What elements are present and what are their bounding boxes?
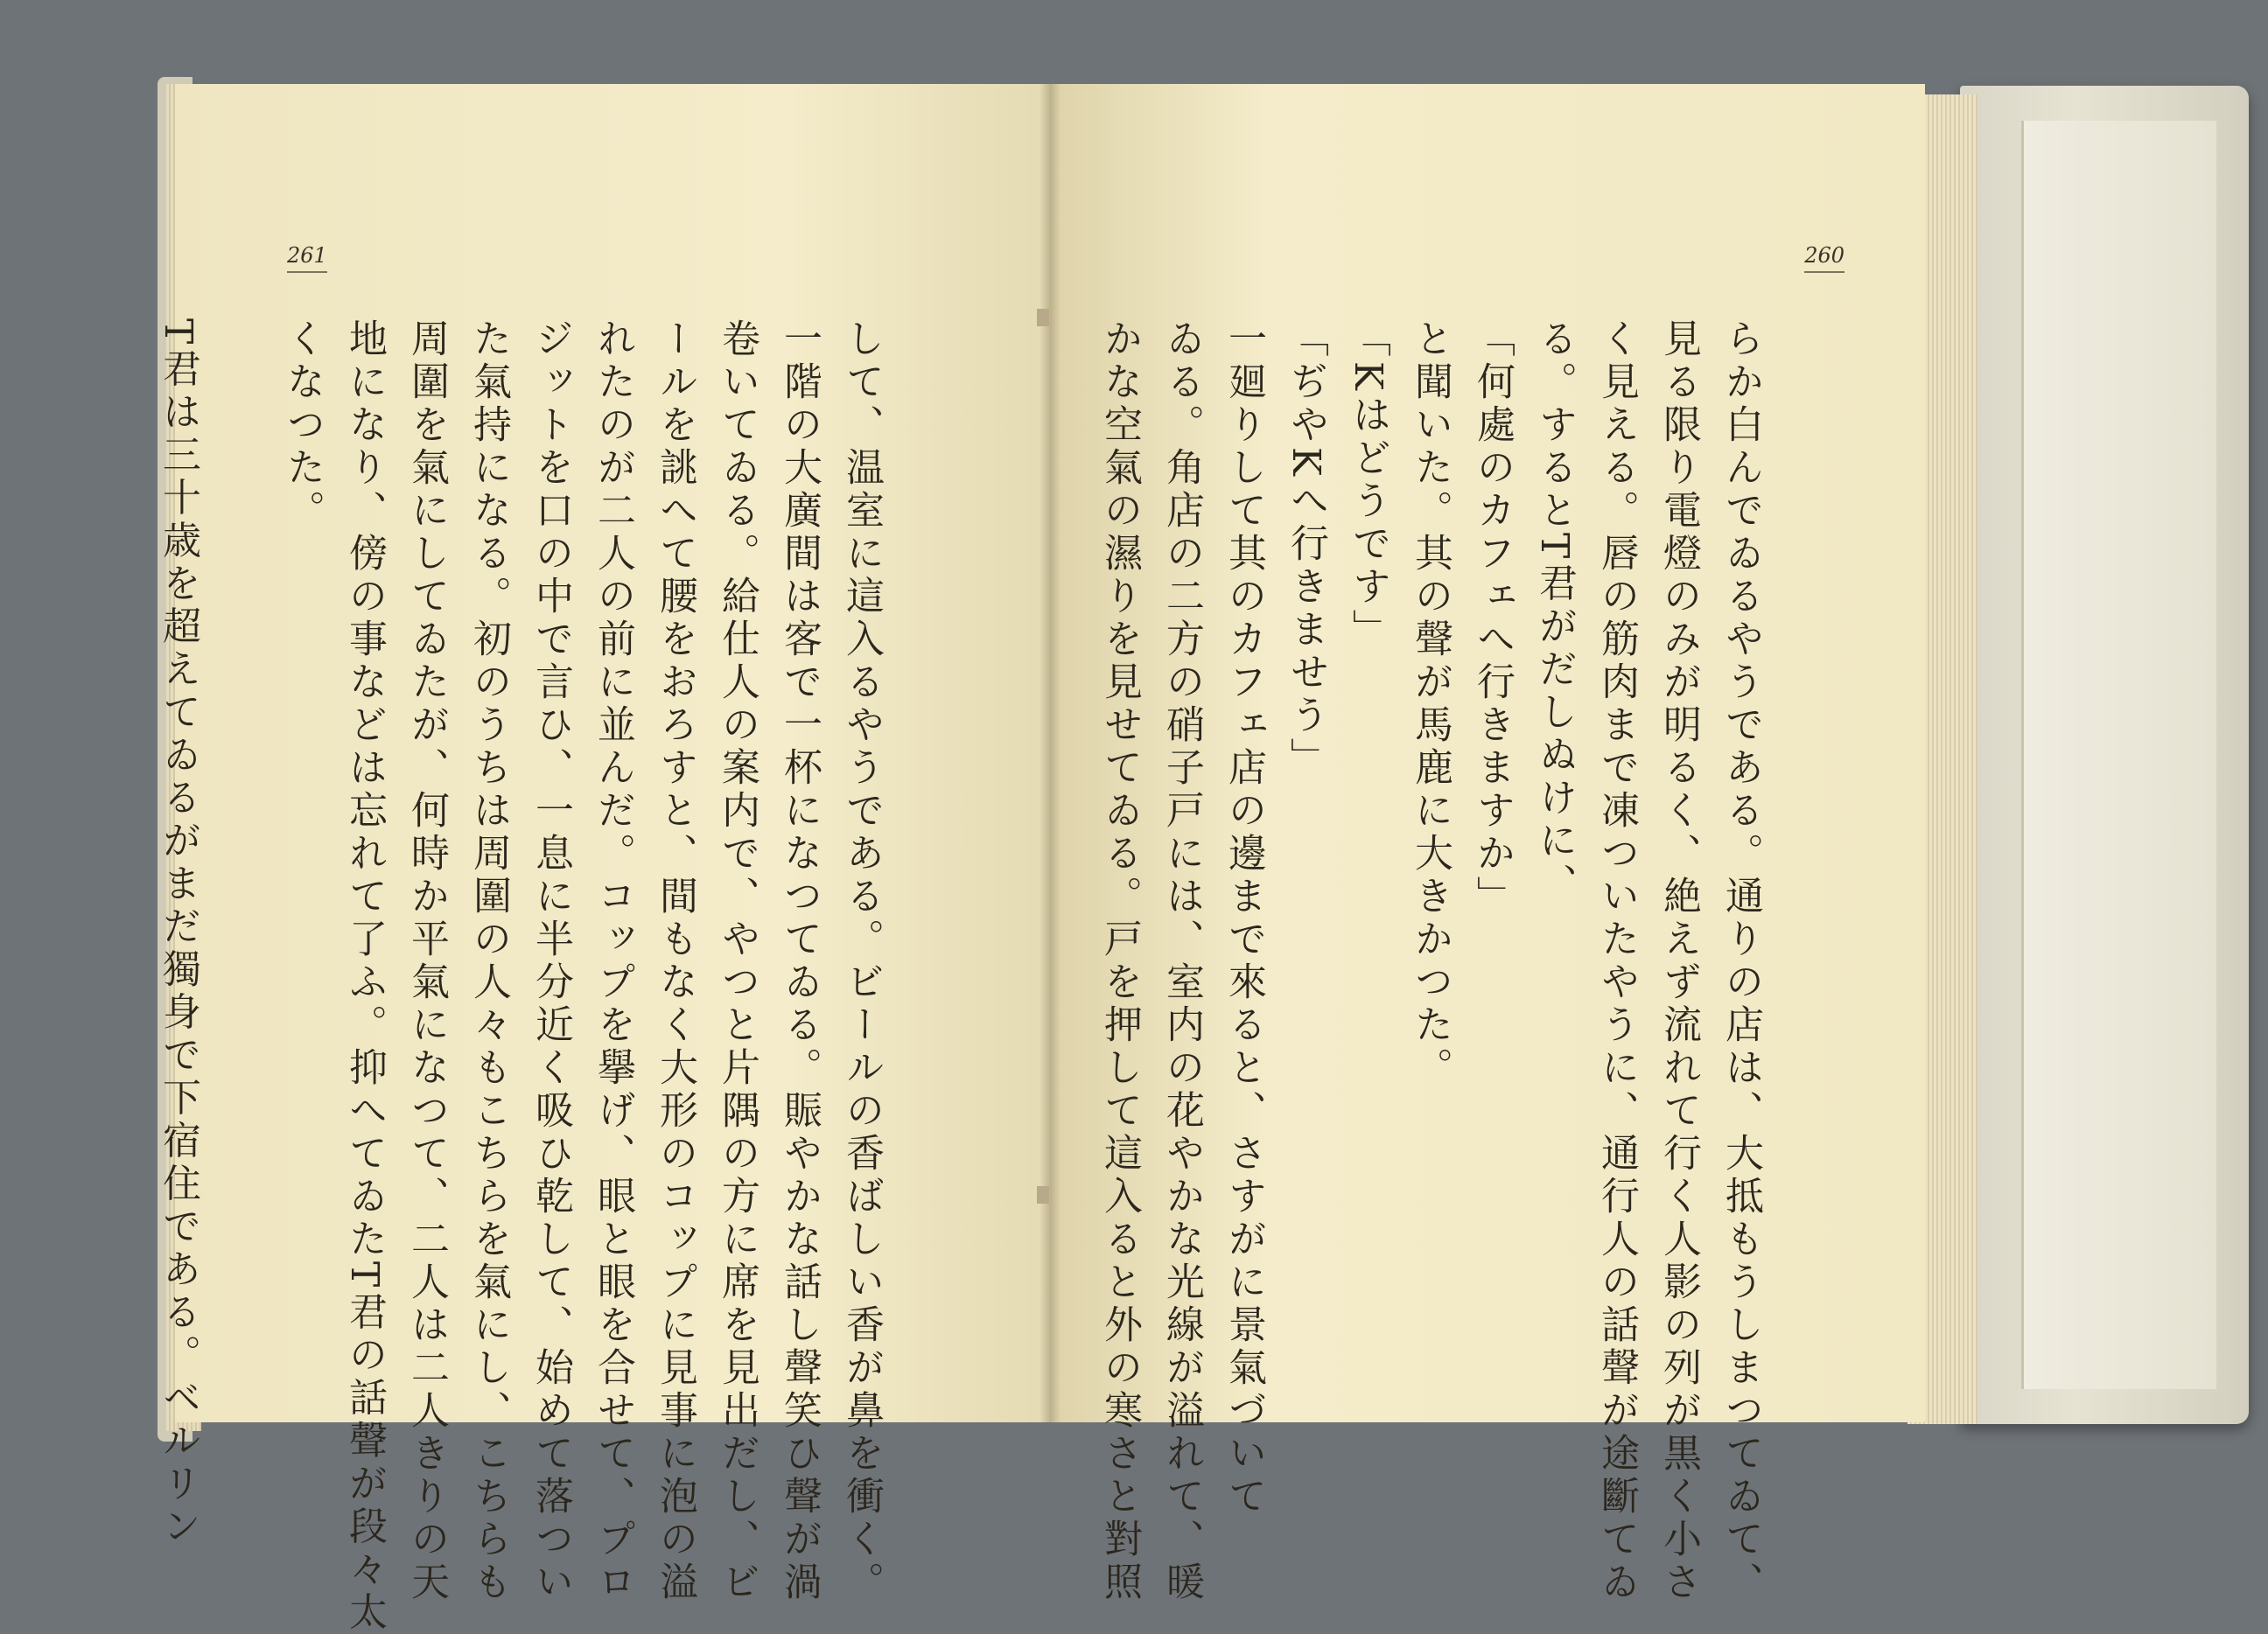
text-line: 一廻りして其のカフェ店の邊まで來ると、さすがに景氣づいて [1222,318,1266,1519]
left-page-number: 261 [287,243,327,273]
text-line: と聞いた。其の聲が馬鹿に大きかつた。 [1408,318,1452,1090]
text-line: 地になり、傍の事などは忘れて了ふ。抑へてゐたT君の話聲が段々太 [342,318,387,1634]
open-book [156,77,2091,1634]
text-line: く見える。唇の筋肉まで凍ついたやうに、通行人の話聲が途斷てゐ [1594,318,1639,1604]
binding-thread [1037,1186,1049,1204]
text-line: T君は三十歳を超えてゐるがまだ獨身で下宿住である。ベルリン [156,318,200,1549]
text-line: 卷いてゐる。給仕人の案内で、やつと片隅の方に席を見出だし、ビ [715,318,760,1604]
binding-thread [1037,309,1049,326]
right-page-text [1097,318,1772,1604]
text-line: 周圍を氣にしてゐたが、何時か平氣になつて、二人は二人きりの天 [404,318,449,1604]
text-line: ゐる。角店の二方の硝子戸には、室内の花やかな光線が溢れて、暖 [1159,318,1204,1604]
text-line: 見る限り電燈のみが明るく、絶えず流れて行く人影の列が黒く小さ [1656,318,1701,1604]
text-line: た氣持になる。初のうちは周圍の人々もこちらを氣にし、こちらも [466,318,511,1604]
text-line: 「何處のカフェへ行きますか」 [1470,318,1515,918]
text-line: かな空氣の濕りを見せてゐる。戸を押して這入ると外の寒さと對照 [1097,318,1142,1604]
text-line: ールを誂へて腰をおろすと、間もなく大形のコップに見事に泡の溢 [653,318,697,1604]
text-line: くなつた。 [280,318,325,533]
back-cover [1960,86,2249,1424]
cover-inner-board [2021,121,2216,1389]
text-line: れたのが二人の前に並んだ。コップを擧げ、眼と眼を合せて、プロ [591,318,635,1604]
right-page-number: 260 [1804,243,1844,273]
text-line: 「ぢやKへ行きませう」 [1284,318,1328,780]
text-line: らか白んでゐるやうである。通りの店は、大抵もうしまつてゐて、 [1718,318,1763,1604]
right-page [1050,84,1925,1604]
book-gutter [1040,84,1060,1422]
text-line: して、温室に這入るやうである。ビールの香ばしい香が鼻を衝く。 [839,318,884,1604]
left-page [156,84,1050,1634]
text-line: ジットを口の中で言ひ、一息に半分近く吸ひ乾して、始めて落つい [528,318,573,1604]
text-line: 一階の大廣間は客で一杯になつてゐる。賑やかな話し聲笑ひ聲が渦 [777,318,822,1604]
left-page-text [156,318,892,1634]
text-line: 「Kはどうです」 [1346,318,1390,652]
text-line [209,318,271,1368]
text-line: る。するとT君がだしぬけに、 [1532,318,1577,906]
